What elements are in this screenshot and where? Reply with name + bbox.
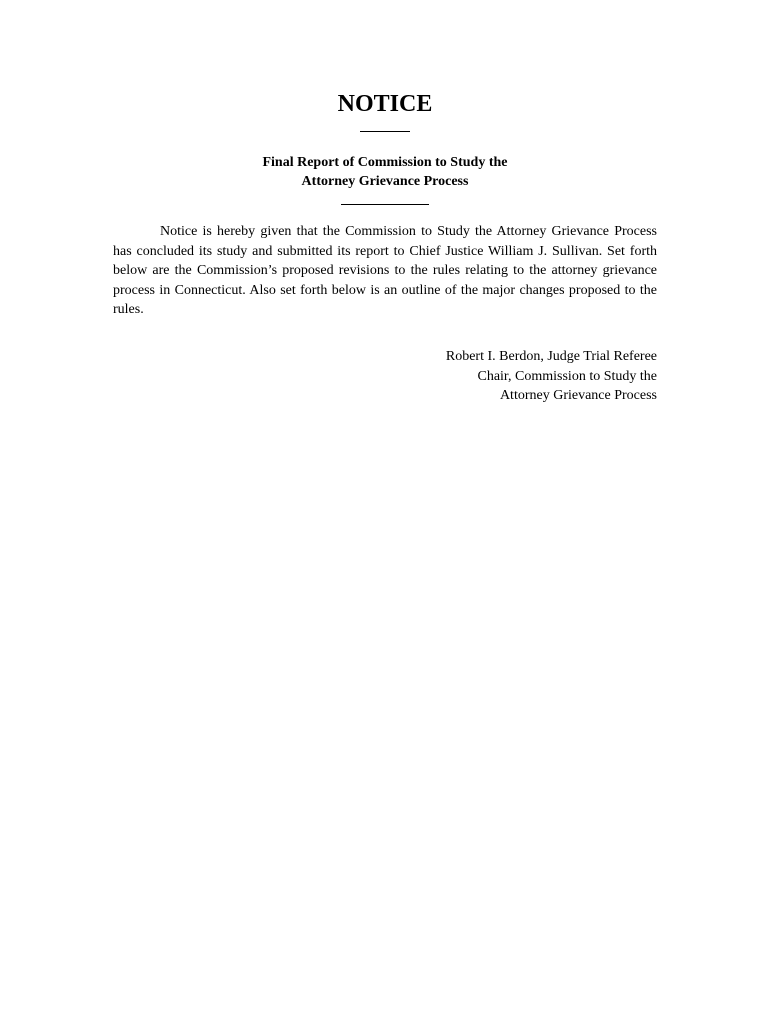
subtitle-line-1: Final Report of Commission to Study the — [262, 155, 508, 170]
page-title: NOTICE — [337, 91, 433, 117]
signature-title: Chair, Commission to Study the — [477, 368, 657, 384]
title-divider — [360, 131, 410, 132]
subtitle-divider — [341, 204, 429, 205]
signature-block — [446, 347, 657, 406]
subtitle-line-2: Attorney Grievance Process — [301, 174, 469, 189]
signature-name: Robert I. Berdon, Judge Trial Referee — [445, 349, 657, 364]
notice-paragraph: Notice is hereby given that the Commission to Study the Attorney Grievance Process has concluded its study and submitted its report to Chief Justice William J. Sullivan. Set forth below are the Commission’s proposed revisions to the rules relating to the attorney grievance process in Connecticut. Also set forth below is an outline of the major changes proposed to the rules. — [113, 224, 657, 317]
subtitle — [0, 153, 770, 191]
signature-organization: Attorney Grievance Process — [499, 388, 657, 403]
